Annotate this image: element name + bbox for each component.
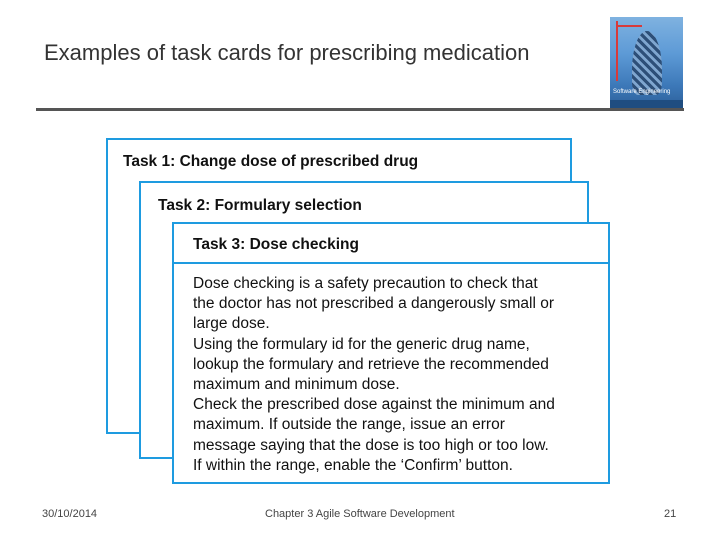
body-line: Check the prescribed dose against the minimum and xyxy=(193,396,555,414)
body-line: maximum. If outside the range, issue an error xyxy=(193,416,505,434)
body-line: Dose checking is a safety precaution to check that xyxy=(193,275,538,292)
body-line: the doctor has not prescribed a dangerously small or xyxy=(193,295,555,313)
footer-chapter: Chapter 3 Agile Software Development xyxy=(265,508,455,520)
task-card-3 xyxy=(172,222,610,484)
crane-arm-graphic xyxy=(616,25,642,27)
book-cover-image xyxy=(610,17,683,109)
task-card-3-body xyxy=(193,274,603,476)
title-divider xyxy=(36,108,684,111)
crane-graphic xyxy=(616,21,618,81)
body-line: Using the formulary id for the generic drug name, xyxy=(193,335,530,353)
body-line: message saying that the dose is too high or too low. xyxy=(193,436,549,454)
tower-graphic xyxy=(632,31,662,95)
task-card-1-header: Task 1: Change dose of prescribed drug xyxy=(123,153,419,170)
slide-title: Examples of task cards for prescribing medication xyxy=(44,40,530,65)
body-line: lookup the formulary and retrieve the recommended xyxy=(193,355,549,373)
task-card-2-header: Task 2: Formulary selection xyxy=(158,197,362,214)
body-line: If within the range, enable the ‘Confirm’ button. xyxy=(193,456,513,474)
body-line: large dose. xyxy=(193,315,270,333)
task-card-3-divider xyxy=(174,262,608,264)
body-line: maximum and minimum dose. xyxy=(193,376,400,394)
book-cover-title: Software Engineering xyxy=(613,89,671,95)
footer-date: 30/10/2014 xyxy=(42,508,98,520)
footer-page-number: 21 xyxy=(664,508,677,520)
task-card-3-header: Task 3: Dose checking xyxy=(193,236,359,253)
